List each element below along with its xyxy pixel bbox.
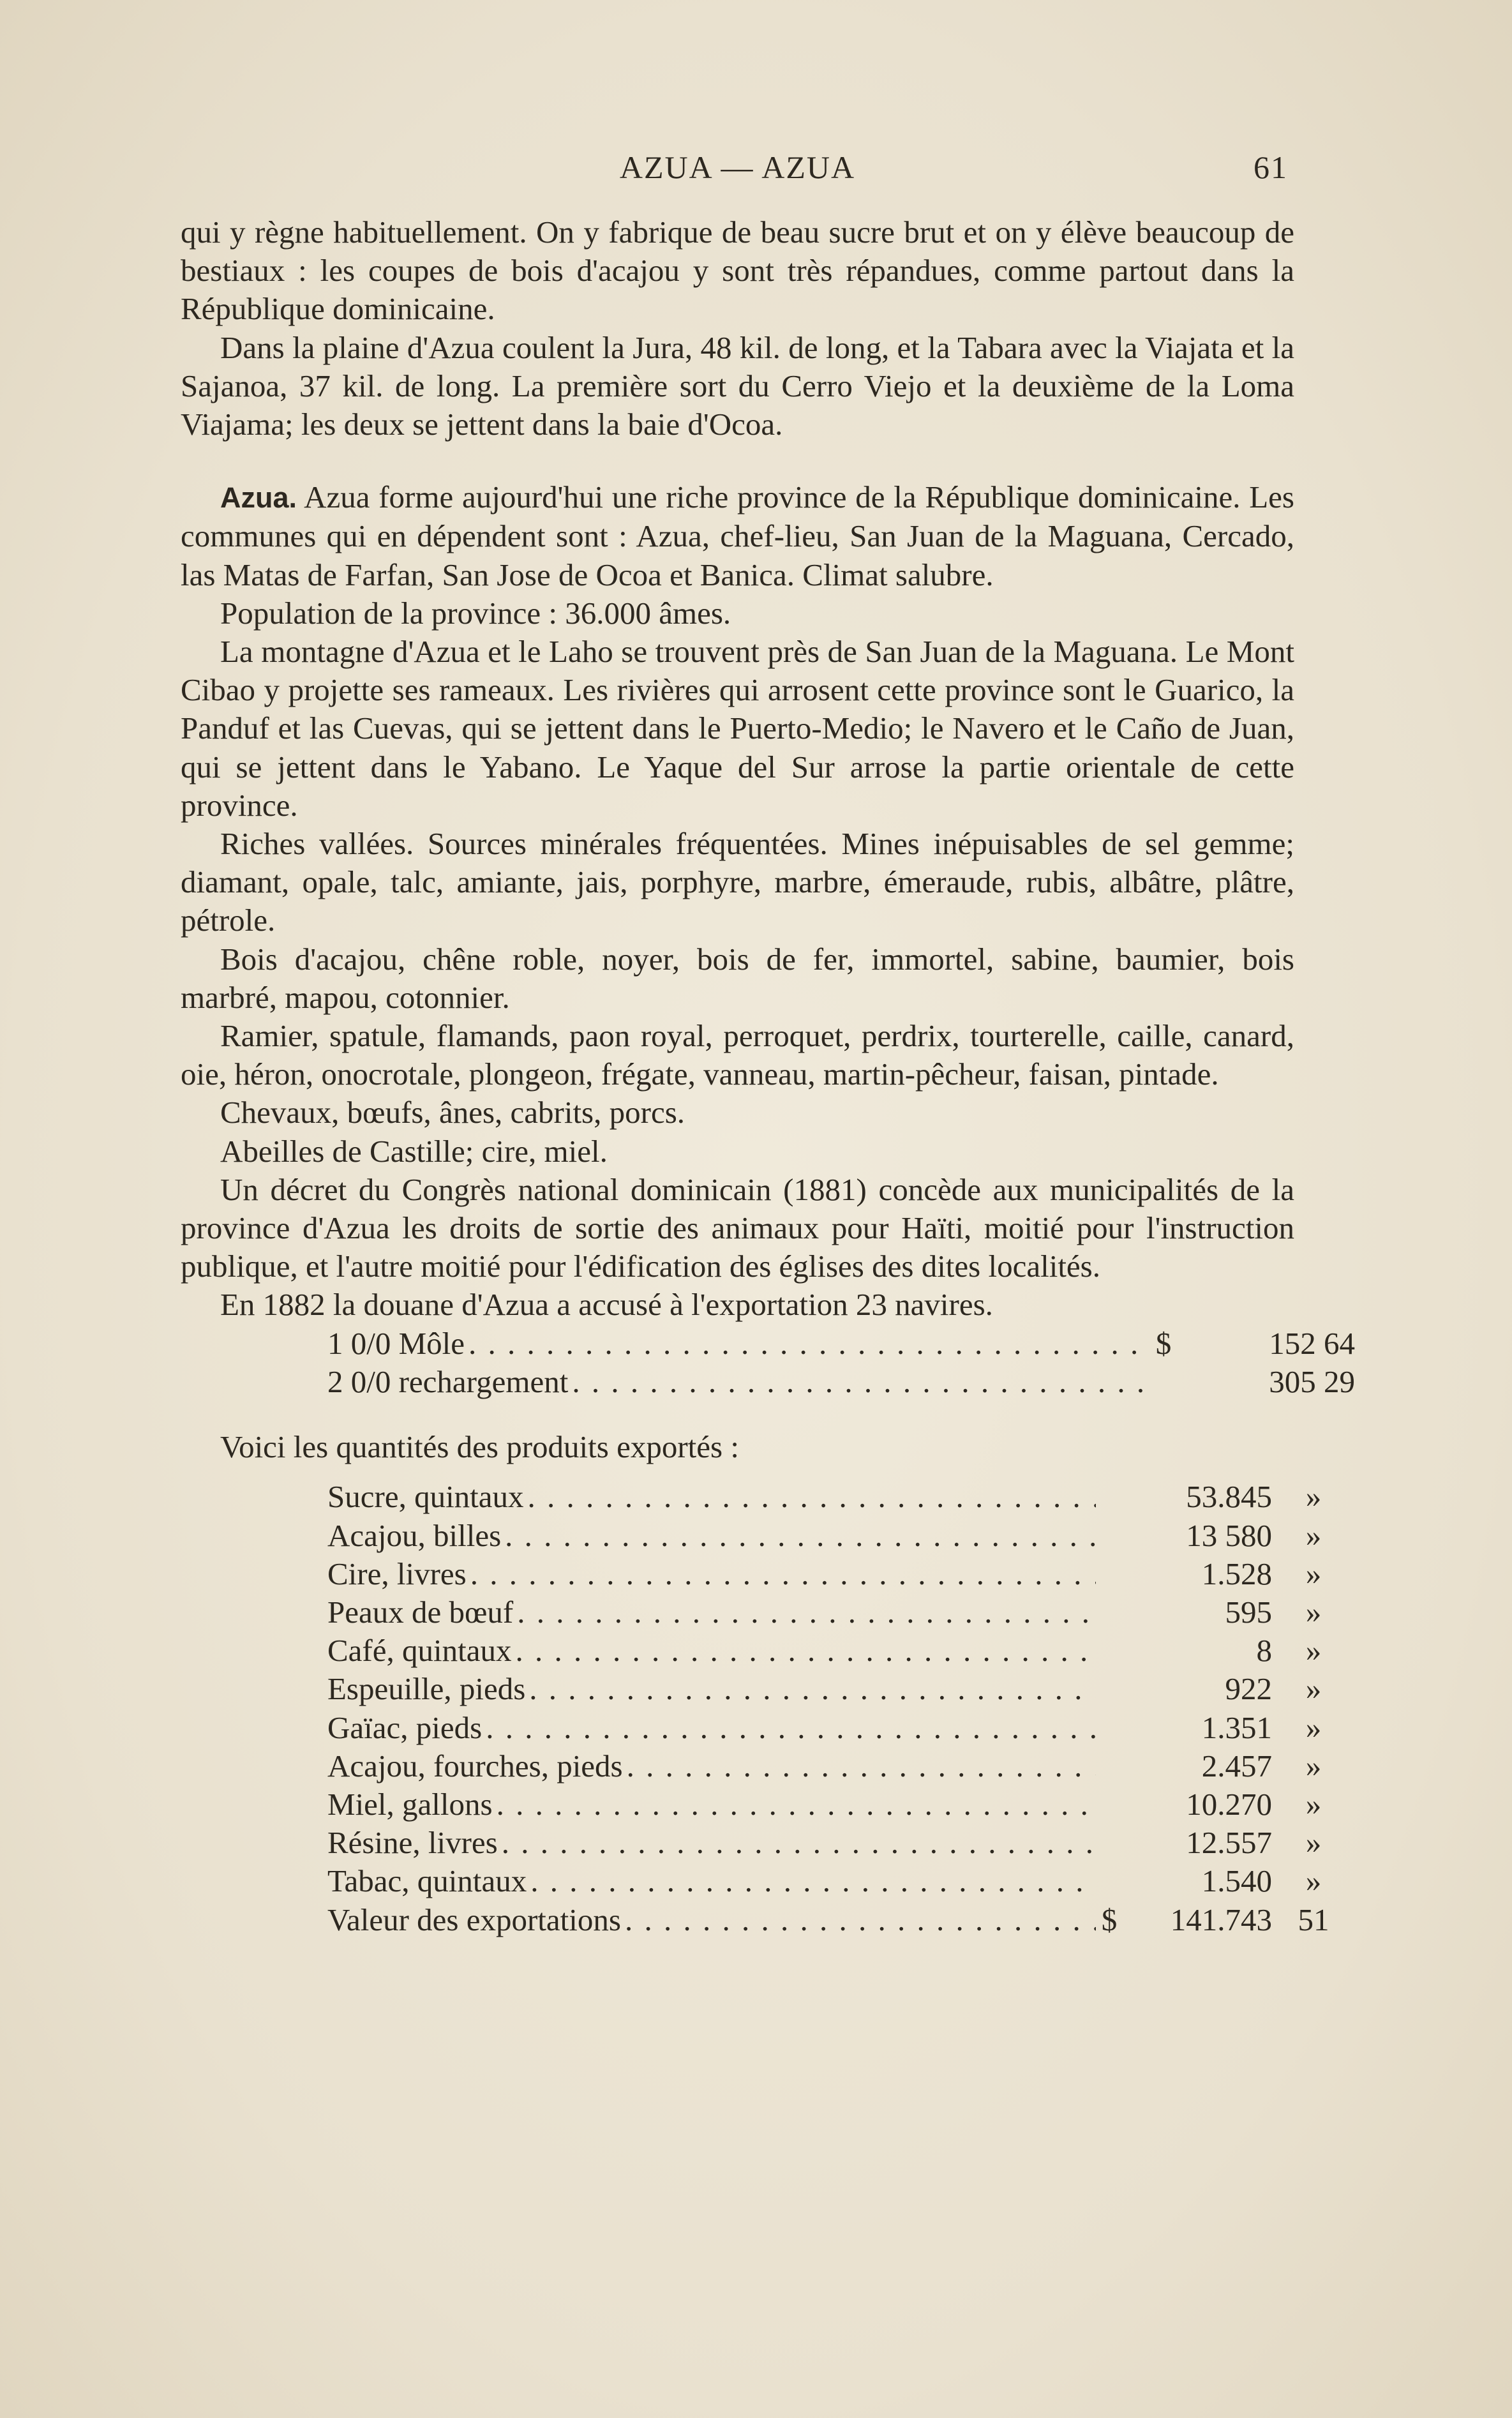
product-label: Tabac, quintaux	[327, 1863, 527, 1899]
leader-dots	[502, 1824, 1096, 1862]
leader-dots	[530, 1862, 1096, 1900]
leader-dots	[528, 1478, 1096, 1516]
leader-dots	[515, 1632, 1096, 1670]
product-row	[327, 1670, 1355, 1708]
product-row	[327, 1632, 1355, 1670]
paragraph: Ramier, spatule, flamands, paon royal, perroquet, perdrix, tourterelle, caille, canard, oie, héron, onocrotale, plongeon, frégate, vanneau, martin-pêcheur, faisan, pintade.	[181, 1018, 1294, 1092]
product-mark: »	[1305, 1556, 1322, 1591]
leader-dots	[517, 1593, 1096, 1632]
leader-dots	[497, 1785, 1096, 1824]
product-value: 1.528	[1201, 1556, 1272, 1591]
header-title: AZUA — AZUA	[619, 149, 856, 185]
paragraph: qui y règne habituellement. On y fabrique de beau sucre brut et on y élève beaucoup de bestiaux : les coupes de bois d'acajou y sont très répandues, comme partout dans la République dominicaine.	[181, 214, 1294, 327]
customs-row	[327, 1325, 1355, 1363]
product-mark: »	[1305, 1517, 1322, 1553]
product-mark: »	[1305, 1863, 1322, 1899]
product-row	[327, 1824, 1355, 1862]
leader-dots	[468, 1325, 1147, 1363]
page-body	[181, 213, 1355, 1939]
product-mark: »	[1305, 1709, 1322, 1745]
leader-dots	[529, 1670, 1096, 1708]
product-value: 595	[1225, 1594, 1272, 1630]
product-label: Peaux de bœuf	[327, 1594, 514, 1630]
entry-text: Azua forme aujourd'hui une riche province de la République dominicaine. Les communes qui en dépendent sont : Azua, chef-lieu, San Juan de la Maguana, Cercado, las Matas de Farfan, San Jose de Ocoa et Banica. Climat salubre.	[181, 479, 1294, 592]
entry-keyword: Azua.	[220, 481, 297, 514]
leader-dots	[470, 1555, 1096, 1593]
product-mark: »	[1305, 1594, 1322, 1630]
product-mark: »	[1305, 1633, 1322, 1669]
product-label: Acajou, billes	[327, 1517, 502, 1553]
product-value: 1.351	[1201, 1709, 1272, 1745]
product-value: 12.557	[1186, 1825, 1272, 1861]
product-mark: 51	[1298, 1902, 1329, 1937]
product-value: 53.845	[1186, 1479, 1272, 1515]
product-label: Résine, livres	[327, 1825, 498, 1861]
leader-dots	[486, 1709, 1096, 1747]
customs-amount: 152 64	[1269, 1325, 1355, 1361]
currency-sign: $	[1101, 1902, 1118, 1937]
product-row	[327, 1785, 1355, 1824]
customs-label: 1 0/0 Môle	[327, 1325, 465, 1361]
product-label: Gaïac, pieds	[327, 1709, 483, 1745]
leader-dots	[505, 1517, 1096, 1555]
paragraph: Un décret du Congrès national dominicain (1881) concède aux municipalités de la province d'Azua les droits de sortie des animaux pour Haïti, moitié pour l'instruction publique, et l'autre moitié pour l'édification des églises des dites localités.	[181, 1171, 1294, 1284]
product-value: 141.743	[1170, 1902, 1272, 1937]
paragraph: La montagne d'Azua et le Laho se trouvent près de San Juan de la Maguana. Le Mont Cibao y projette ses rameaux. Les rivières qui arrosent cette province sont le Guarico, la Panduf et las Cuevas, qui se jettent dans le Puerto-Medio; le Navero et le Caño de Juan, qui se jettent dans le Yabano. Le Yaque del Sur arrose la partie orientale de cette province.	[181, 634, 1294, 823]
leader-dots	[572, 1363, 1147, 1401]
product-label: Espeuille, pieds	[327, 1671, 526, 1707]
product-value: 1.540	[1201, 1863, 1272, 1899]
paragraph: En 1882 la douane d'Azua a accusé à l'exportation 23 navires.	[220, 1287, 993, 1323]
product-value: 10.270	[1186, 1786, 1272, 1822]
product-value: 13 580	[1186, 1517, 1272, 1553]
product-row	[327, 1593, 1355, 1632]
paragraph: Chevaux, bœufs, ânes, cabrits, porcs.	[220, 1095, 685, 1130]
customs-table	[181, 1325, 1355, 1401]
leader-dots	[625, 1901, 1096, 1939]
product-row	[327, 1478, 1355, 1516]
product-row	[327, 1747, 1355, 1785]
product-row	[327, 1517, 1355, 1555]
product-value: 2.457	[1201, 1748, 1272, 1783]
customs-row	[327, 1363, 1355, 1401]
customs-amount: 305 29	[1269, 1363, 1355, 1399]
product-value: 922	[1225, 1671, 1272, 1707]
product-label: Café, quintaux	[327, 1633, 512, 1669]
product-label: Cire, livres	[327, 1556, 467, 1591]
product-label: Sucre, quintaux	[327, 1479, 524, 1515]
product-mark: »	[1305, 1671, 1322, 1707]
paragraph: Population de la province : 36.000 âmes.	[220, 595, 731, 631]
paragraph: Riches vallées. Sources minérales fréquentées. Mines inépuisables de sel gemme; diamant, opale, talc, amiante, jais, porphyre, marbre, émeraude, rubis, albâtre, plâtre, pétrole.	[181, 826, 1294, 938]
product-row	[327, 1709, 1355, 1747]
paragraph: Bois d'acajou, chêne roble, noyer, bois de fer, immortel, sabine, baumier, bois marbré, mapou, cotonnier.	[181, 941, 1294, 1015]
leader-dots	[627, 1747, 1096, 1785]
product-label: Miel, gallons	[327, 1786, 493, 1822]
page-number: 61	[1254, 149, 1288, 185]
product-label: Valeur des exportations	[327, 1902, 621, 1937]
product-row	[327, 1555, 1355, 1593]
product-mark: »	[1305, 1748, 1322, 1783]
products-intro: Voici les quantités des produits exportés :	[220, 1429, 739, 1465]
product-row	[327, 1862, 1355, 1900]
entry-paragraph	[181, 478, 1294, 594]
product-total-row	[327, 1901, 1355, 1939]
product-mark: »	[1305, 1479, 1322, 1515]
product-mark: »	[1305, 1786, 1322, 1822]
product-value: 8	[1256, 1633, 1272, 1669]
product-mark: »	[1305, 1825, 1322, 1861]
paragraph: Abeilles de Castille; cire, miel.	[220, 1133, 608, 1169]
products-table	[181, 1478, 1329, 1939]
paragraph: Dans la plaine d'Azua coulent la Jura, 48 kil. de long, et la Tabara avec la Viajata et la Sajanoa, 37 kil. de long. La première sort du Cerro Viejo et la deuxième de la Loma Viajama; les deux se jettent dans la baie d'Ocoa.	[181, 329, 1294, 442]
customs-label: 2 0/0 rechargement	[327, 1363, 569, 1399]
currency-sign: $	[1155, 1325, 1172, 1361]
product-label: Acajou, fourches, pieds	[327, 1748, 623, 1783]
